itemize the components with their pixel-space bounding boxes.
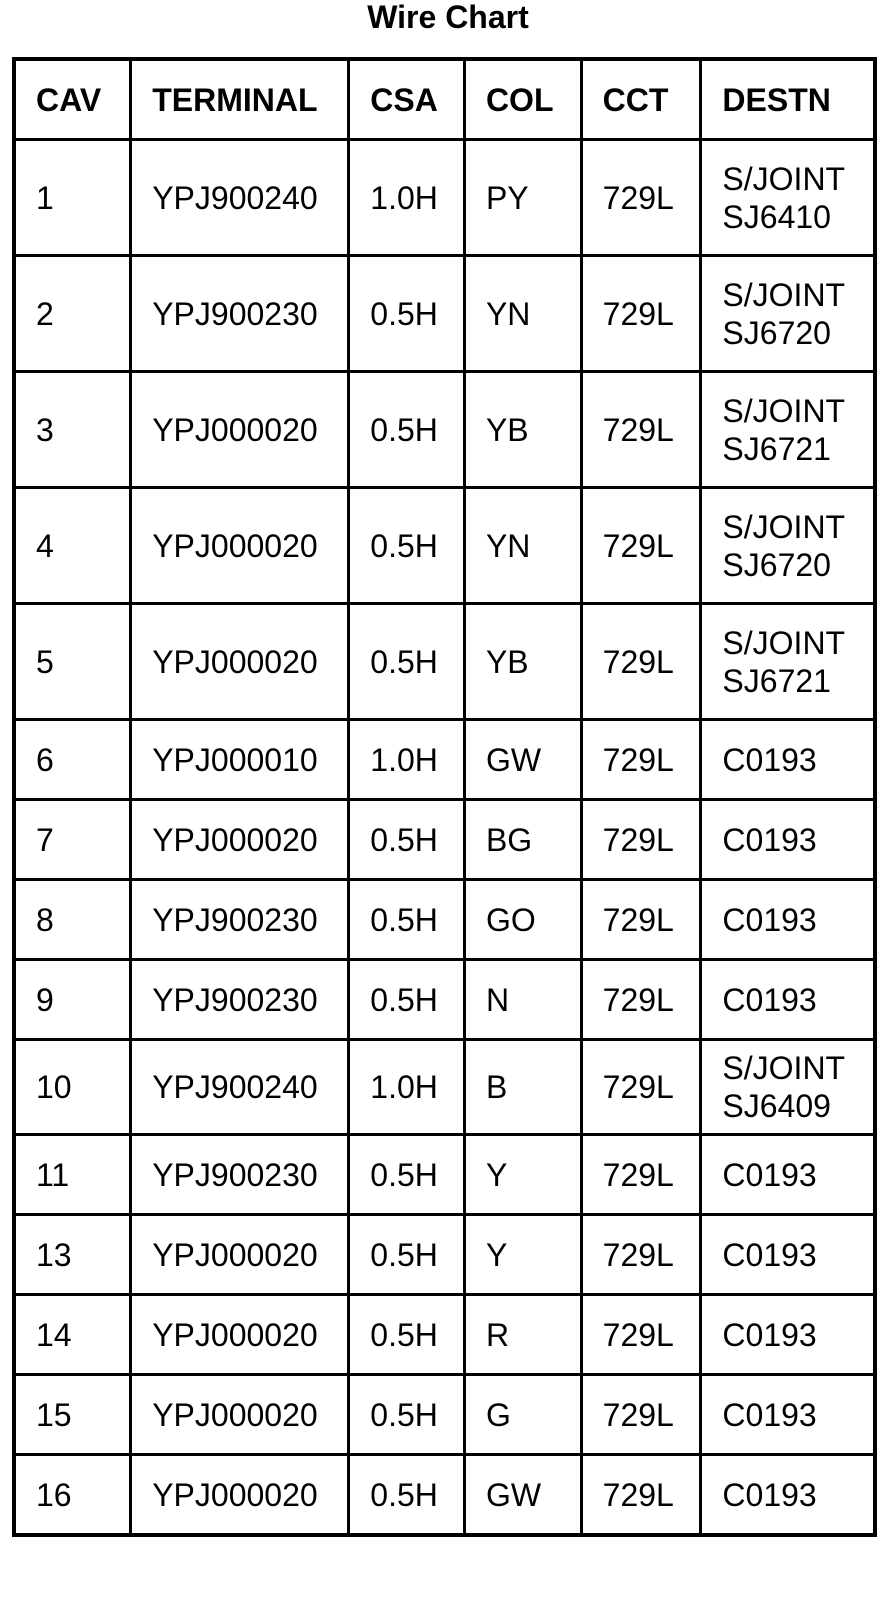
cav-cell: 8: [14, 880, 131, 960]
header-cct: CCT: [581, 59, 701, 140]
destn-line: SJ6409: [722, 1088, 831, 1124]
terminal-cell: YPJ000020: [131, 1455, 349, 1536]
col-cell: N: [464, 960, 581, 1040]
destn-cell: [701, 1135, 875, 1215]
table-row: [14, 800, 875, 880]
destn-cell: [701, 256, 875, 372]
destn-cell: [701, 880, 875, 960]
destn-line: C0193: [722, 1316, 817, 1353]
destn-line: C0193: [722, 1156, 817, 1193]
csa-cell: 0.5H: [349, 1375, 465, 1455]
cct-cell: 729L: [581, 1135, 701, 1215]
col-cell: YB: [464, 604, 581, 720]
destn-line: C0193: [722, 1396, 817, 1433]
table-row: [14, 1135, 875, 1215]
csa-cell: 1.0H: [349, 1040, 465, 1135]
destn-line: S/JOINT: [722, 392, 846, 429]
terminal-cell: YPJ900230: [131, 960, 349, 1040]
destn-cell: [701, 1215, 875, 1295]
terminal-cell: YPJ000020: [131, 800, 349, 880]
cav-cell: 3: [14, 372, 131, 488]
table-row: [14, 720, 875, 800]
cct-cell: 729L: [581, 1295, 701, 1375]
destn-line: S/JOINT: [722, 1050, 846, 1086]
cct-cell: 729L: [581, 720, 701, 800]
table-row: [14, 256, 875, 372]
table-row: [14, 372, 875, 488]
destn-cell: [701, 1295, 875, 1375]
cct-cell: 729L: [581, 1040, 701, 1135]
cav-cell: 7: [14, 800, 131, 880]
destn-line: C0193: [722, 821, 817, 858]
csa-cell: 1.0H: [349, 720, 465, 800]
table-row: [14, 140, 875, 256]
destn-cell: [701, 372, 875, 488]
col-cell: GO: [464, 880, 581, 960]
cav-cell: 13: [14, 1215, 131, 1295]
col-cell: GW: [464, 1455, 581, 1536]
destn-line: C0193: [722, 1236, 817, 1273]
table-row: [14, 960, 875, 1040]
csa-cell: 1.0H: [349, 140, 465, 256]
destn-line: S/JOINT: [722, 160, 846, 197]
destn-line: SJ6721: [722, 430, 831, 467]
cct-cell: 729L: [581, 1215, 701, 1295]
header-terminal: TERMINAL: [131, 59, 349, 140]
col-cell: BG: [464, 800, 581, 880]
destn-line: C0193: [722, 741, 817, 778]
cct-cell: 729L: [581, 372, 701, 488]
cct-cell: 729L: [581, 880, 701, 960]
destn-line: SJ6721: [722, 662, 831, 699]
destn-line: S/JOINT: [722, 624, 846, 661]
csa-cell: 0.5H: [349, 604, 465, 720]
destn-line: C0193: [722, 981, 817, 1018]
cav-cell: 6: [14, 720, 131, 800]
terminal-cell: YPJ000020: [131, 488, 349, 604]
cav-cell: 15: [14, 1375, 131, 1455]
csa-cell: 0.5H: [349, 960, 465, 1040]
cct-cell: 729L: [581, 488, 701, 604]
col-cell: G: [464, 1375, 581, 1455]
terminal-cell: YPJ900240: [131, 140, 349, 256]
terminal-cell: YPJ000020: [131, 1295, 349, 1375]
cav-cell: 14: [14, 1295, 131, 1375]
table-row: [14, 1215, 875, 1295]
destn-cell: [701, 1040, 875, 1135]
cav-cell: 11: [14, 1135, 131, 1215]
header-cav: CAV: [14, 59, 131, 140]
col-cell: B: [464, 1040, 581, 1135]
destn-line: S/JOINT: [722, 276, 846, 313]
destn-line: SJ6720: [722, 546, 831, 583]
cav-cell: 1: [14, 140, 131, 256]
table-row: [14, 1040, 875, 1135]
header-destn: DESTN: [701, 59, 875, 140]
destn-line: S/JOINT: [722, 508, 846, 545]
destn-cell: [701, 604, 875, 720]
table-row: [14, 880, 875, 960]
cav-cell: 5: [14, 604, 131, 720]
table-row: [14, 1455, 875, 1536]
table-row: [14, 488, 875, 604]
destn-cell: [701, 1375, 875, 1455]
page-title: Wire Chart: [367, 0, 529, 35]
header-row: [14, 59, 875, 140]
destn-cell: [701, 800, 875, 880]
table-row: [14, 1375, 875, 1455]
col-cell: PY: [464, 140, 581, 256]
destn-line: SJ6720: [722, 314, 831, 351]
terminal-cell: YPJ000010: [131, 720, 349, 800]
col-cell: R: [464, 1295, 581, 1375]
terminal-cell: YPJ900240: [131, 1040, 349, 1135]
terminal-cell: YPJ000020: [131, 372, 349, 488]
destn-cell: [701, 140, 875, 256]
csa-cell: 0.5H: [349, 372, 465, 488]
csa-cell: 0.5H: [349, 800, 465, 880]
destn-line: C0193: [722, 1476, 817, 1513]
cct-cell: 729L: [581, 800, 701, 880]
cct-cell: 729L: [581, 604, 701, 720]
csa-cell: 0.5H: [349, 488, 465, 604]
col-cell: YN: [464, 488, 581, 604]
table-row: [14, 604, 875, 720]
cct-cell: 729L: [581, 1375, 701, 1455]
cct-cell: 729L: [581, 960, 701, 1040]
terminal-cell: YPJ000020: [131, 604, 349, 720]
col-cell: YN: [464, 256, 581, 372]
cav-cell: 16: [14, 1455, 131, 1536]
cav-cell: 10: [14, 1040, 131, 1135]
cct-cell: 729L: [581, 256, 701, 372]
terminal-cell: YPJ900230: [131, 256, 349, 372]
terminal-cell: YPJ900230: [131, 880, 349, 960]
csa-cell: 0.5H: [349, 1295, 465, 1375]
csa-cell: 0.5H: [349, 880, 465, 960]
terminal-cell: YPJ000020: [131, 1375, 349, 1455]
cav-cell: 2: [14, 256, 131, 372]
col-cell: Y: [464, 1215, 581, 1295]
terminal-cell: YPJ900230: [131, 1135, 349, 1215]
cav-cell: 4: [14, 488, 131, 604]
col-cell: YB: [464, 372, 581, 488]
csa-cell: 0.5H: [349, 1135, 465, 1215]
destn-line: C0193: [722, 901, 817, 938]
wire-chart-table: [12, 57, 877, 1537]
destn-cell: [701, 488, 875, 604]
header-csa: CSA: [349, 59, 465, 140]
terminal-cell: YPJ000020: [131, 1215, 349, 1295]
destn-cell: [701, 1455, 875, 1536]
csa-cell: 0.5H: [349, 1455, 465, 1536]
destn-cell: [701, 720, 875, 800]
col-cell: Y: [464, 1135, 581, 1215]
cav-cell: 9: [14, 960, 131, 1040]
destn-cell: [701, 960, 875, 1040]
col-cell: GW: [464, 720, 581, 800]
csa-cell: 0.5H: [349, 256, 465, 372]
cct-cell: 729L: [581, 140, 701, 256]
csa-cell: 0.5H: [349, 1215, 465, 1295]
table-row: [14, 1295, 875, 1375]
cct-cell: 729L: [581, 1455, 701, 1536]
header-col: COL: [464, 59, 581, 140]
destn-line: SJ6410: [722, 198, 831, 235]
